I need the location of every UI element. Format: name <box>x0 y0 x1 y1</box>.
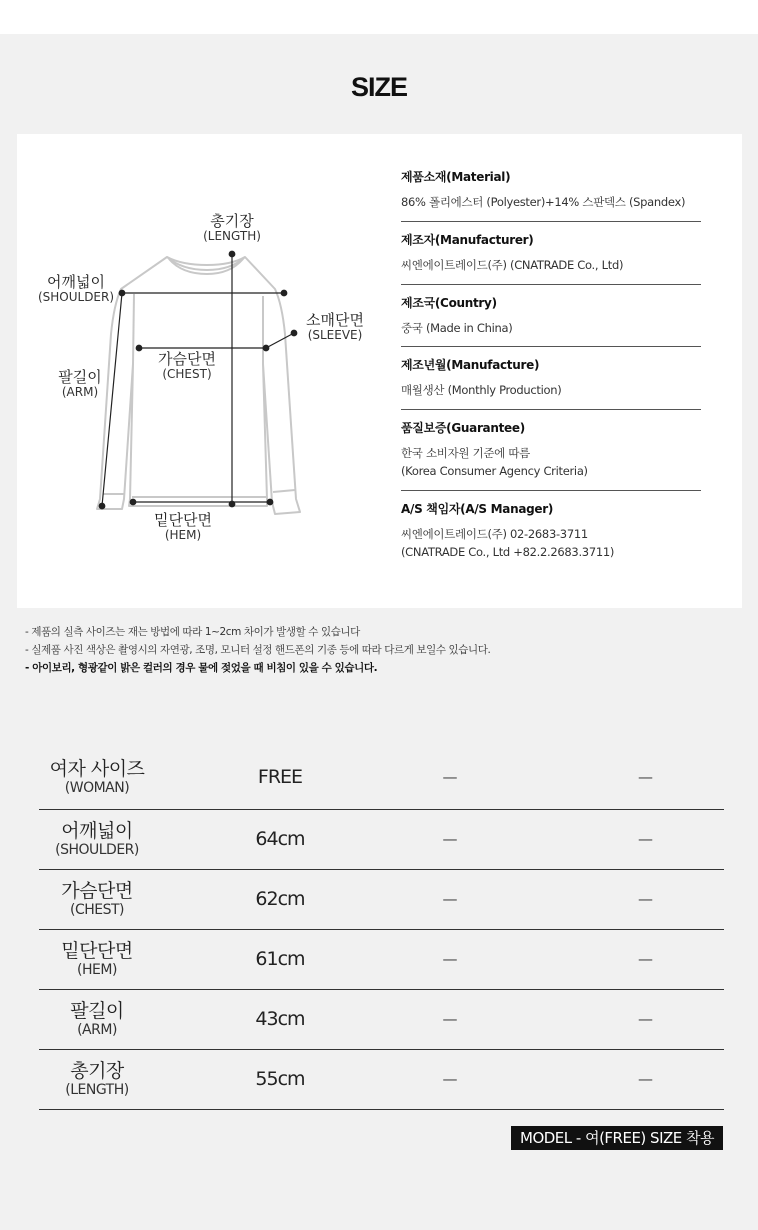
row-value: 61cm <box>255 947 305 970</box>
row-empty-value: — <box>638 1009 653 1028</box>
label-chest: 가슴단면 (CHEST) <box>158 350 216 382</box>
notice-item: - 아이보리, 형광같이 밝은 컬러의 경우 물에 젖었을 때 비침이 있을 수 있습니다. <box>25 662 378 674</box>
row-empty-value: — <box>442 1009 458 1028</box>
table-row <box>39 746 724 810</box>
row-empty-value: — <box>442 767 458 786</box>
info-material: 제품소재(Material) 86% 폴리에스터 (Polyester)+14% 스판덱스 (Spandex) <box>401 168 701 222</box>
table-row <box>39 990 724 1050</box>
row-empty-value: — <box>638 889 653 908</box>
size-title: SIZE <box>350 72 407 102</box>
table-row <box>39 810 724 870</box>
label-arm: 팔길이 (ARM) <box>58 368 102 400</box>
row-label: 가슴단면 (CHEST) <box>61 879 133 919</box>
row-empty-value: — <box>442 1069 458 1088</box>
size-table <box>39 746 724 1110</box>
row-empty-value: — <box>638 949 653 968</box>
row-empty-value: — <box>442 829 458 848</box>
info-as-manager: A/S 책임자(A/S Manager) 씨엔에이트레이드(주) 02-2683-3711 (CNATRADE Co., Ltd +82.2.2683.3711) <box>401 501 615 559</box>
notice-list <box>25 623 490 677</box>
row-empty-value: — <box>638 767 653 786</box>
notice-item: - 제품의 실측 사이즈는 재는 방법에 따라 1~2cm 차이가 발생할 수 있습니다 <box>25 626 360 638</box>
row-label: 총기장 (LENGTH) <box>65 1059 129 1099</box>
info-manufacturer: 제조자(Manufacturer) 씨엔에이트레이드(주) (CNATRADE Co., Ltd) <box>401 231 701 285</box>
model-size-badge: MODEL - 여(FREE) SIZE 착용 <box>511 1126 723 1150</box>
row-empty-value: — <box>638 829 653 848</box>
table-row <box>39 930 724 990</box>
row-value: 43cm <box>255 1007 305 1030</box>
table-row <box>39 1050 724 1110</box>
notice-item: - 실제품 사진 색상은 촬영시의 자연광, 조명, 모니터 설정 핸드폰의 기종 등에 따라 다르게 보일수 있습니다. <box>25 644 491 656</box>
row-label: 팔길이 (ARM) <box>70 999 124 1039</box>
row-label: 밑단단면 (HEM) <box>61 939 133 979</box>
label-sleeve: 소매단면 (SLEEVE) <box>306 311 364 343</box>
table-row <box>39 870 724 930</box>
row-empty-value: — <box>442 889 458 908</box>
row-empty-value: — <box>442 949 458 968</box>
info-guarantee: 품질보증(Guarantee) 한국 소비자원 기준에 따름 (Korea Consumer Agency Criteria) <box>401 419 701 491</box>
row-empty-value: — <box>638 1069 653 1088</box>
row-label: 어깨넓이 (SHOULDER) <box>55 819 139 859</box>
row-value: 55cm <box>255 1067 305 1090</box>
product-info-list <box>401 168 701 580</box>
info-country: 제조국(Country) 중국 (Made in China) <box>401 294 701 348</box>
top-strip <box>0 0 758 34</box>
label-shoulder: 어깨넓이 (SHOULDER) <box>37 273 115 305</box>
row-value: 62cm <box>255 887 305 910</box>
label-length: 총기장 (LENGTH) <box>203 212 261 244</box>
label-hem: 밑단단면 (HEM) <box>154 511 212 543</box>
size-guide-card <box>17 134 742 608</box>
garment-diagram <box>17 134 397 608</box>
info-manufacture-date: 제조년월(Manufacture) 매월생산 (Monthly Production) <box>401 356 701 410</box>
row-label: 여자 사이즈 (WOMAN) <box>49 757 145 797</box>
row-value: 64cm <box>255 827 305 850</box>
row-value: FREE <box>257 765 303 788</box>
